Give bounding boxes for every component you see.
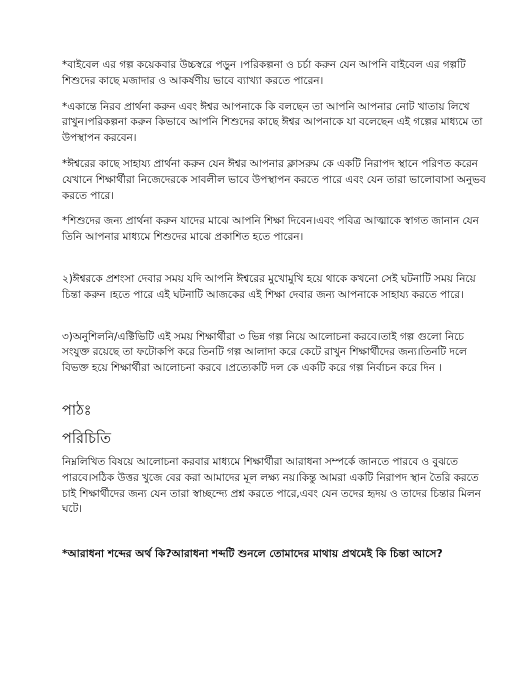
document-page	[62, 58, 487, 562]
paragraph-activity: ৩)অনুশিলনি/এক্টিভিটি এই সময় শিক্ষার্থীরা ৩ ভিন্ন গল্প নিয়ে আলোচনা করবে।তাই গল্প গুলো নিচে সংযুক্ত রয়েছে তা ফটোকপি করে তিনটি গল্প আলাদা করে কেটে রাখুন শিক্ষার্থীদের জন্য।তিনটি দলে বিভক্ত হয়ে শিক্ষার্থীরা আলোচনা করবে ।প্রত্যেকটি দল কে একটি করে গল্প নির্বাচন করে দিন ।	[62, 330, 467, 375]
paragraph-safe-classroom: *ঈশ্বরের কাছে সাহায্য প্রার্থনা করুন যেন ঈশ্বর আপনার ক্লাসরুম কে একটি নিরাপদ স্থানে পরিণত করেন যেখানে শিক্ষার্থীরা নিজেদেরকে সাবলীল ভাবে উপস্থাপন করতে পারে এবং যেন তারা ভালোবাসা অনুভব করতে পারে।	[62, 157, 486, 202]
paragraph-pray-for-children: *শিশুদের জন্য প্রার্থনা করুন যাদের মাঝে আপনি শিক্ষা দিবেন।এবং পবিত্র আত্মাকে স্বাগত জানান যেন তিনি আপনার মাধ্যমে শিশুদের মাঝে প্রকাশিত হতে পারেন।	[62, 215, 479, 244]
paragraph-introduction: নিম্নলিখিত বিষয়ে আলোচনা করবার মাধ্যমে শিক্ষার্থীরা আরাধনা সম্পর্কে জানতে পারবে ও বুঝতে পারবে।সঠিক উত্তর খুজে বের করা আমাদের মূল লক্ষ্য নয়।কিন্তু আমরা একটি নিরাপদ স্থান তৈরি করতে চাই শিক্ষার্থীদের জন্য যেন তারা স্বাচ্ছন্দ্যে প্রশ্ন করতে পারে,এবং যেন তদের হৃদয় ও তাদের চিন্তার মিলন ঘটে।	[62, 455, 481, 516]
paragraph-praise-reflection: ২)ঈশ্বরকে প্রশংসা দেবার সময় যদি আপনি ঈশ্বরের মুখোমুখি হয়ে থাকে কখনো সেই ঘটনাটি সময় নিয়ে চিন্তা করুন ।হতে পারে এই ঘটনাটি আজকের এই শিক্ষা দেবার জন্য আপনাকে সাহায্য করতে পারে।	[62, 272, 476, 301]
paragraph-read-story: *বাইবেল এর গল্প কয়েকবার উচ্চস্বরে পড়ুন ।পরিকল্পনা ও চর্চা করুন যেন আপনি বাইবেল এর গল্পটি শিশুদের কাছে মজাদার ও আকর্ষণীয় ভাবে ব্যাখ্যা করতে পারেন।	[62, 59, 466, 87]
heading-introduction: পরিচিতি	[62, 430, 111, 447]
discussion-question: *আরাধনা শব্দের অর্থ কি?আরাধনা শব্দটি শুনলে তোমাদের মাথায় প্রথমেই কি চিন্তা আসে?	[62, 548, 443, 561]
heading-lesson: পাঠঃ	[62, 402, 92, 419]
paragraph-silent-prayer: *একান্তে নিরব প্রার্থনা করুন এবং ঈশ্বর আপনাকে কি বলছেন তা আপনি আপনার নোট খাতায় লিখে রাখুন।পরিকল্পনা করুন কিভাবে আপনি শিশুদের কাছে ঈশ্বর আপনাকে যা বলেছেন এই গল্পের মাধ্যমে তা উপস্থাপন করবেন।	[62, 100, 483, 145]
